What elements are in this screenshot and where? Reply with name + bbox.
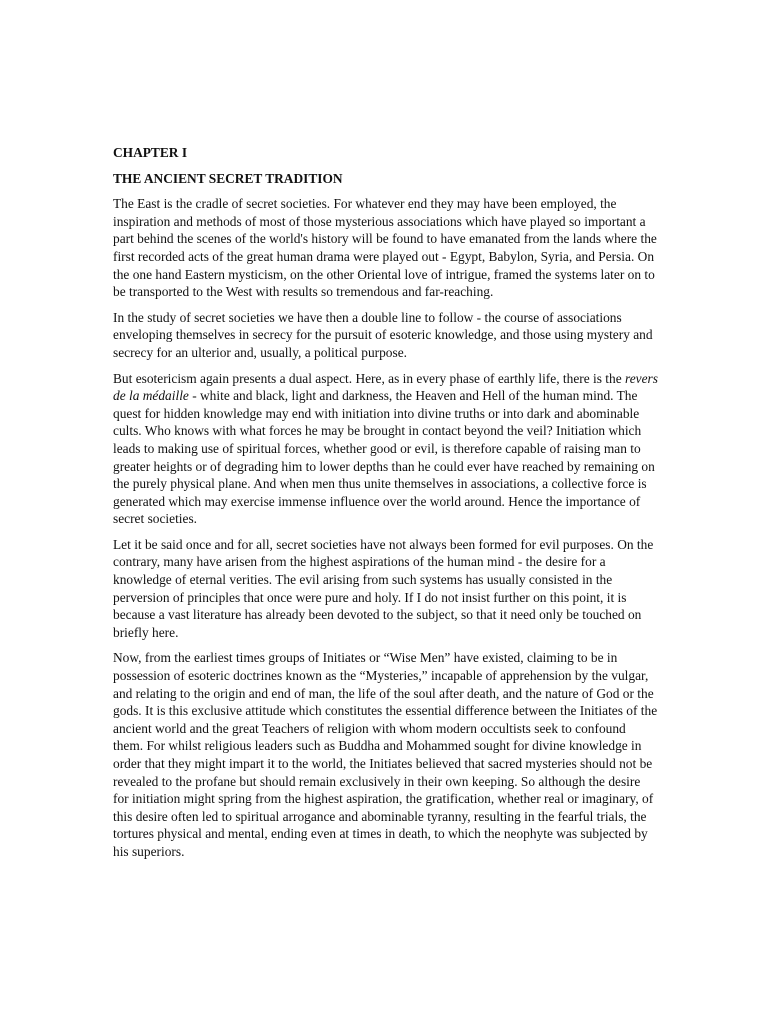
paragraph-5: Now, from the earliest times groups of Initiates or “Wise Men” have existed, claiming to be in possession of esoteric doctrines known as the “Mysteries,” incapable of apprehension by the vulgar, and relating to the origin and end of man, the life of the soul after death, and the nature of God or the gods. It is this exclusive attitude which constitutes the essential difference between the Initiates of the ancient world and the great Teachers of religion with whom modern occultists seek to confound them. For whilst religious leaders such as Buddha and Mohammed sought for divine knowledge in order that they might impart it to the world, the Initiates believed that sacred mysteries should not be revealed to the profane but should remain exclusively in their own keeping. So although the desire for initiation might spring from the highest aspiration, the gratification, whether real or imaginary, of this desire often led to spiritual arrogance and abominable tyranny, resulting in the fearful trials, the tortures physical and mental, ending even at times in death, to which the neophyte was subjected by his superiors.	[113, 650, 658, 859]
paragraph-3	[113, 370, 658, 528]
paragraph-2: In the study of secret societies we have then a double line to follow - the course of associations enveloping themselves in secrecy for the pursuit of esoteric knowledge, and those using mystery and secrecy for an ulterior and, usually, a political purpose.	[113, 309, 653, 360]
chapter-label: CHAPTER I	[113, 145, 188, 160]
paragraph-3-start: But esotericism again presents a dual aspect. Here, as in every phase of earthly life, there is the	[113, 370, 626, 386]
italic-phrase: revers de la médaille	[113, 370, 658, 404]
document-page	[113, 144, 658, 869]
paragraph-3-end: - white and black, light and darkness, the Heaven and Hell of the human mind. The quest for hidden knowledge may end with initiation into divine truths or into dark and abominable cults. Who knows with what forces he may be brought in contact beyond the veil? Initiation which leads to making use of spiritual forces, whether good or evil, is therefore capable of raising man to greater heights or of degrading him to lower depths than he could ever have reached by remaining on the purely physical plane. And when men thus unite themselves in associations, a collective force is generated which may exercise immense influence over the world around. Hence the importance of secret societies.	[113, 388, 655, 527]
paragraph-1: The East is the cradle of secret societies. For whatever end they may have been employed, the inspiration and methods of most of those mysterious associations which have played so important a part behind the scenes of the world's history will be found to have emanated from the lands where the first recorded acts of the great human drama were played out - Egypt, Babylon, Syria, and Persia. On the one hand Eastern mysticism, on the other Oriental love of intrigue, framed the systems later on to be transported to the West with results so tremendous and far-reaching.	[113, 196, 657, 300]
paragraph-4: Let it be said once and for all, secret societies have not always been formed for evil purposes. On the contrary, many have arisen from the highest aspirations of the human mind - the desire for a knowledge of eternal verities. The evil arising from such systems has usually consisted in the perversion of principles that once were pure and holy. If I do not insist further on this point, it is because a vast literature has already been devoted to the subject, so that it need only be touched on briefly here.	[113, 536, 654, 640]
chapter-title: THE ANCIENT SECRET TRADITION	[113, 170, 343, 186]
